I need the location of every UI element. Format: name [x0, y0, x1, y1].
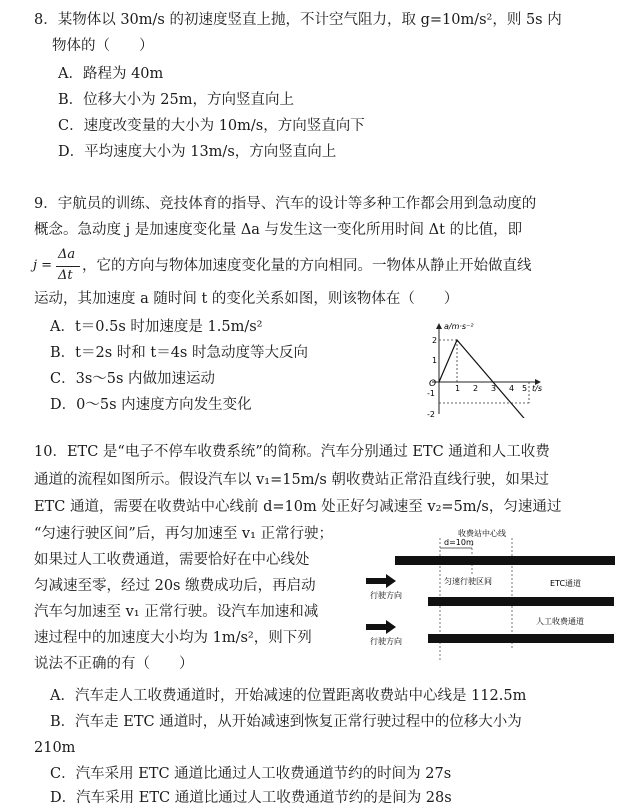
q10-stem-line-8: 速过程中的加速度大小均为 1m/s²，则下列	[34, 630, 312, 646]
q9-stem-line-2: 概念。急动度 j 是加速度变化量 Δa 与发生这一变化所用时间 Δt 的比值，即	[34, 222, 523, 238]
q10-option-c: C．汽车采用 ETC 通道比通过人工收费通道节约的时间为 27s	[50, 766, 452, 782]
q9-option-d: D．0～5s 内速度方向发生变化	[50, 397, 252, 413]
graph-x-tick-1: 1	[455, 384, 461, 393]
diagram-manual-label: 人工收费通道	[536, 617, 584, 626]
graph-x-label: t/s	[532, 384, 542, 393]
q10-stem-line-6: 匀减速至零，经过 20s 缴费成功后，再启动	[34, 578, 316, 594]
q9-stem-line-3: ，它的方向与物体加速度变化量的方向相同。一物体从静止开始做直线	[82, 258, 532, 274]
diagram-center-line-label: 收费站中心线	[458, 529, 506, 538]
q8-option-c: C．速度改变量的大小为 10m/s，方向竖直向下	[58, 118, 365, 134]
q10-stem-line-9: 说法不正确的有（ ）	[34, 656, 194, 672]
q8-stem-line-2: 物体的（ ）	[52, 38, 154, 54]
graph-y-tick-neg1: -1	[427, 389, 435, 398]
graph-y-tick-2: 2	[432, 336, 438, 345]
q9-option-b: B．t＝2s 时和 t＝4s 时急动度等大反向	[50, 345, 308, 361]
diagram-etc-label: ETC通道	[550, 579, 582, 588]
q9-stem-line-1: 9．宇航员的训练、竞技体育的指导、汽车的设计等多种工作都会用到急动度的	[34, 196, 537, 212]
q8-option-b: B．位移大小为 25m，方向竖直向上	[58, 92, 294, 108]
q9-formula-denominator: Δt	[58, 268, 73, 283]
q10-option-a: A．汽车走人工收费通道时，开始减速的位置距离收费站中心线是 112.5m	[50, 688, 527, 704]
diagram-top-lane	[395, 556, 615, 565]
q10-stem-line-4: “匀速行驶区间”后，再匀加速至 v₁ 正常行驶；	[34, 526, 334, 542]
diagram-direction-label-2: 行驶方向	[370, 637, 402, 646]
diagram-direction-label-1: 行驶方向	[370, 591, 402, 600]
graph-y-tick-1: 1	[432, 356, 438, 365]
q9-option-c: C．3s～5s 内做加速运动	[50, 371, 216, 387]
direction-arrow-2	[366, 620, 396, 634]
q9-formula-lhs: j =	[33, 258, 53, 273]
q10-option-d: D．汽车采用 ETC 通道比通过人工收费通道节约的是间为 28s	[50, 790, 452, 806]
graph-x-tick-5: 5	[522, 384, 528, 393]
graph-y-tick-neg2: -2	[427, 410, 435, 418]
diagram-d-label: d=10m	[444, 538, 474, 547]
graph-origin-label: O	[429, 379, 437, 389]
q10-stem-line-5: 如果过人工收费通道，需要恰好在中心线处	[34, 552, 310, 568]
graph-y-label: a/m·s⁻²	[444, 322, 474, 331]
graph-x-tick-2: 2	[473, 384, 479, 393]
q8-option-a: A．路程为 40m	[58, 66, 164, 82]
graph-x-tick-3: 3	[491, 384, 497, 393]
acceleration-time-graph	[418, 318, 548, 418]
direction-arrow-1	[366, 574, 396, 588]
graph-acceleration-line	[439, 340, 529, 418]
q10-option-b-continued: 210m	[34, 740, 76, 756]
diagram-manual-lane	[428, 634, 614, 643]
q9-stem-line-4: 运动，其加速度 a 随时间 t 的变化关系如图，则该物体在（ ）	[34, 291, 459, 307]
toll-station-diagram	[360, 524, 620, 666]
q10-stem-line-2: 通道的流程如图所示。假设汽车以 v₁=15m/s 朝收费站正常沿直线行驶，如果过	[34, 472, 549, 488]
q9-fraction-bar	[56, 266, 80, 267]
graph-x-tick-4: 4	[509, 384, 515, 393]
q8-stem-line-1: 8．某物体以 30m/s 的初速度竖直上抛，不计空气阻力，取 g=10m/s²，则 5s 内	[34, 12, 562, 28]
q9-formula-numerator: Δa	[58, 247, 76, 262]
q10-stem-line-7: 汽车匀加速至 v₁ 正常行驶。设汽车加速和减	[34, 604, 319, 620]
q10-option-b: B．汽车走 ETC 通道时，从开始减速到恢复正常行驶过程中的位移大小为	[50, 714, 522, 730]
q9-option-a: A．t＝0.5s 时加速度是 1.5m/s²	[50, 319, 263, 335]
q10-stem-line-3: ETC 通道，需要在收费站中心线前 d=10m 处正好匀减速至 v₂=5m/s，匀速通过	[34, 499, 562, 515]
diagram-zone-label: 匀速行驶区间	[444, 577, 492, 586]
q10-stem-line-1: 10．ETC 是“电子不停车收费系统”的简称。汽车分别通过 ETC 通道和人工收费	[34, 444, 550, 460]
q8-option-d: D．平均速度大小为 13m/s，方向竖直向上	[58, 144, 337, 160]
diagram-etc-lane	[428, 597, 614, 606]
